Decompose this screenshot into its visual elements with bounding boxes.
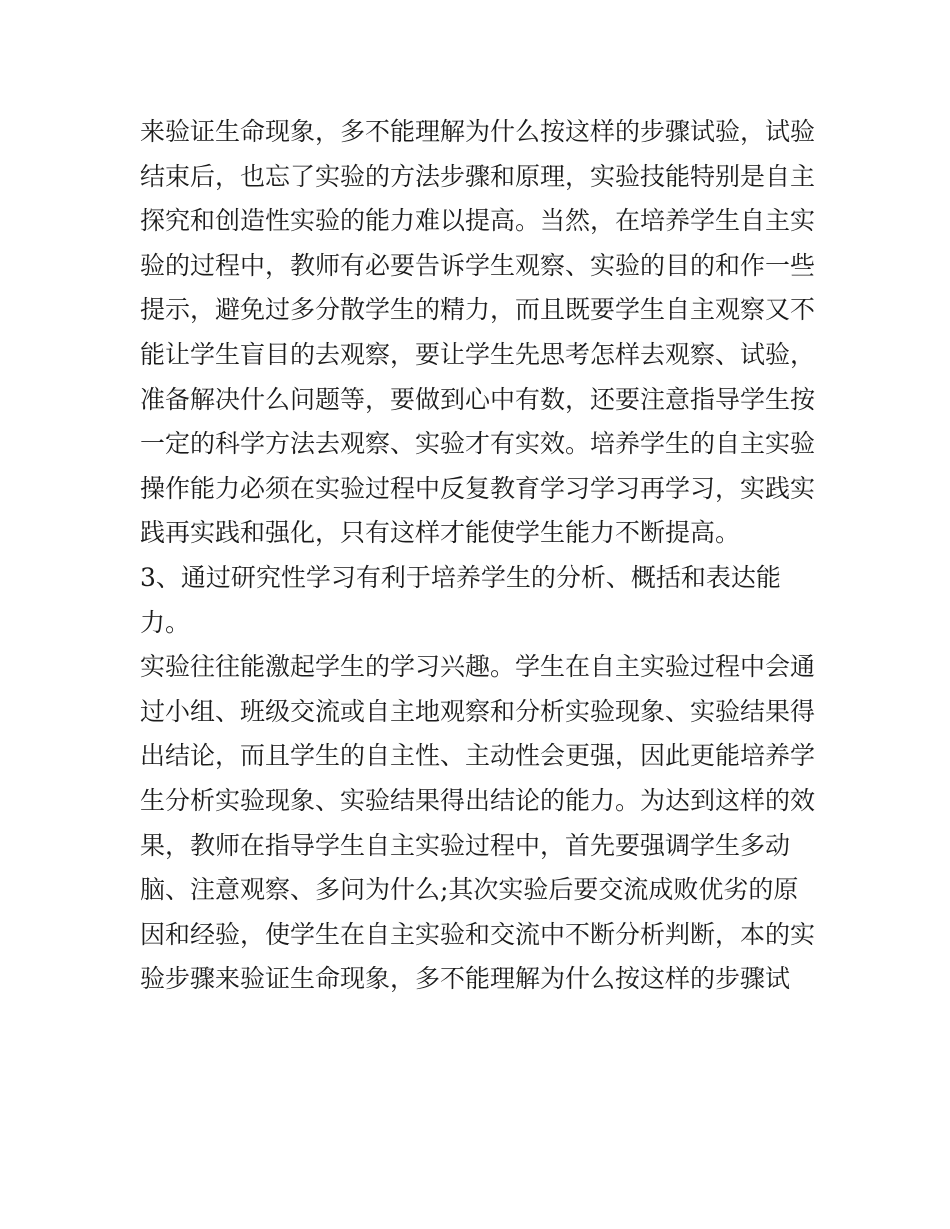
text-line: 验步骤来验证生命现象，多不能理解为什么按这样的步骤试 xyxy=(140,964,791,994)
text-line: 提示，避免过多分散学生的精力，而且既要学生自主观察又不 xyxy=(140,295,816,325)
text-line: 因和经验，使学生在自主实验和交流中不断分析判断，本的实 xyxy=(140,919,816,949)
body-text xyxy=(140,110,820,1002)
text-line: 结束后，也忘了实验的方法步骤和原理，实验技能特别是自主 xyxy=(140,161,816,191)
text-line: 能让学生盲目的去观察，要让学生先思考怎样去观察、试验， xyxy=(140,339,816,369)
text-line: 探究和创造性实验的能力难以提高。当然，在培养学生自主实 xyxy=(140,206,816,236)
section-heading-line: 力。 xyxy=(140,607,191,637)
text-line: 过小组、班级交流或自主地观察和分析实验现象、实验结果得 xyxy=(140,696,816,726)
text-line: 准备解决什么问题等，要做到心中有数，还要注意指导学生按 xyxy=(140,384,816,414)
text-line: 一定的科学方法去观察、实验才有实效。培养学生的自主实验 xyxy=(140,429,816,459)
text-line: 实验往往能激起学生的学习兴趣。学生在自主实验过程中会通 xyxy=(140,652,816,682)
text-line: 脑、注意观察、多问为什么;其次实验后要交流成败优劣的原 xyxy=(140,875,799,905)
text-line: 果，教师在指导学生自主实验过程中，首先要强调学生多动 xyxy=(140,830,791,860)
section-heading-line: 3、通过研究性学习有利于培养学生的分析、概括和表达能 xyxy=(140,562,781,592)
text-line: 出结论，而且学生的自主性、主动性会更强，因此更能培养学 xyxy=(140,741,816,771)
text-line: 生分析实验现象、实验结果得出结论的能力。为达到这样的效 xyxy=(140,785,816,815)
text-line: 来验证生命现象，多不能理解为什么按这样的步骤试验，试验 xyxy=(140,117,816,146)
text-line: 操作能力必须在实验过程中反复教育学习学习再学习，实践实 xyxy=(140,473,816,503)
text-line: 验的过程中，教师有必要告诉学生观察、实验的目的和作一些 xyxy=(140,250,816,280)
text-line: 践再实践和强化，只有这样才能使学生能力不断提高。 xyxy=(140,518,741,548)
